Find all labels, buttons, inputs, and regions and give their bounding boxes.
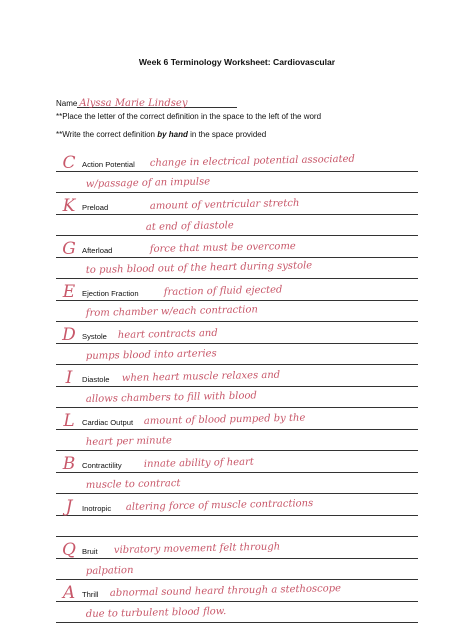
definition-continuation-row[interactable] [56, 301, 418, 322]
term-label: Contractility [82, 461, 122, 470]
instruction-line-2-emphasis: by hand [157, 130, 188, 139]
answer-letter[interactable]: L [63, 411, 75, 431]
answer-letter[interactable]: E [62, 282, 76, 302]
term-row-thrill [56, 580, 418, 602]
handwritten-definition: innate ability of heart [143, 456, 254, 471]
handwritten-definition-continued: allows chambers to fill with blood [85, 390, 257, 406]
handwritten-definition: fraction of fluid ejected [163, 284, 283, 299]
answer-letter[interactable]: C [62, 153, 76, 173]
handwritten-definition-continued: to push blood out of the heart during systole [85, 260, 313, 277]
definition-continuation-row[interactable] [56, 473, 418, 494]
definition-continuation-row[interactable] [56, 387, 418, 408]
answer-letter[interactable]: J [65, 497, 73, 517]
handwritten-definition-continued: at end of diastole [145, 220, 234, 234]
handwritten-definition-continued: heart per minute [85, 435, 173, 449]
handwritten-definition-continued: palpation [85, 565, 134, 578]
name-row [56, 95, 237, 108]
term-label: Afterload [82, 246, 113, 255]
term-row-contractility [56, 451, 418, 473]
term-label: Inotropic [82, 504, 112, 513]
handwritten-definition: altering force of muscle contractions [125, 498, 314, 514]
answer-letter[interactable]: B [62, 454, 76, 474]
term-row-action-potential [56, 150, 418, 172]
handwritten-definition: force that must be overcome [149, 240, 296, 256]
answer-letter[interactable]: A [62, 583, 76, 603]
handwritten-definition: heart contracts and [117, 327, 218, 342]
definition-continuation-row[interactable] [56, 516, 418, 537]
worksheet-title: Week 6 Terminology Worksheet: Cardiovascular [138, 57, 336, 67]
term-row-preload [56, 193, 418, 215]
answer-letter[interactable]: D [62, 325, 76, 345]
handwritten-definition: when heart muscle relaxes and [121, 369, 281, 385]
term-label: Preload [82, 203, 109, 212]
answer-letter[interactable]: K [62, 196, 76, 216]
term-label: Ejection Fraction [82, 289, 139, 298]
handwritten-definition-continued: w/passage of an impulse [85, 176, 211, 191]
handwritten-definition: amount of blood pumped by the [143, 412, 306, 428]
term-row-cardiac-output [56, 408, 418, 430]
term-row-diastole [56, 365, 418, 387]
term-row-ejection-fraction [56, 279, 418, 301]
handwritten-definition-continued: pumps blood into arteries [85, 348, 217, 363]
term-label: Thrill [82, 590, 99, 599]
handwritten-definition: change in electrical potential associated [149, 153, 355, 170]
definition-continuation-row[interactable] [56, 559, 418, 580]
name-field[interactable] [77, 95, 237, 108]
instruction-line-2 [56, 130, 266, 139]
term-row-inotropic [56, 494, 418, 516]
term-label: Cardiac Output [82, 418, 134, 427]
terms-list [56, 150, 418, 623]
definition-continuation-row[interactable] [56, 258, 418, 279]
name-label: Name [56, 99, 78, 108]
term-label: Systole [82, 332, 107, 341]
handwritten-definition-continued: muscle to contract [85, 478, 181, 492]
definition-continuation-row[interactable] [56, 344, 418, 365]
term-row-systole [56, 322, 418, 344]
term-row-bruit [56, 537, 418, 559]
definition-continuation-row[interactable] [56, 172, 418, 193]
definition-continuation-row[interactable] [56, 215, 418, 236]
term-label: Action Potential [82, 160, 135, 169]
instruction-line-2-prefix: **Write the correct definition [56, 130, 158, 139]
definition-continuation-row[interactable] [56, 430, 418, 451]
instruction-line-2-suffix: in the space provided [187, 130, 267, 139]
answer-letter[interactable]: Q [62, 540, 76, 560]
handwritten-definition: abnormal sound heard through a stethoscope [109, 583, 342, 600]
handwritten-definition: vibratory movement felt through [113, 541, 281, 557]
term-label: Diastole [82, 375, 110, 384]
instruction-line-1: **Place the letter of the correct definition in the space to the left of the word [56, 112, 322, 121]
handwritten-name: Alyssa Marie Lindsey [79, 98, 188, 109]
term-row-afterload [56, 236, 418, 258]
answer-letter[interactable]: I [65, 368, 73, 388]
answer-letter[interactable]: G [62, 239, 76, 259]
handwritten-definition-continued: due to turbulent blood flow. [85, 606, 227, 621]
term-label: Bruit [82, 547, 98, 556]
handwritten-definition-continued: from chamber w/each contraction [85, 304, 259, 320]
handwritten-definition: amount of ventricular stretch [149, 197, 300, 213]
